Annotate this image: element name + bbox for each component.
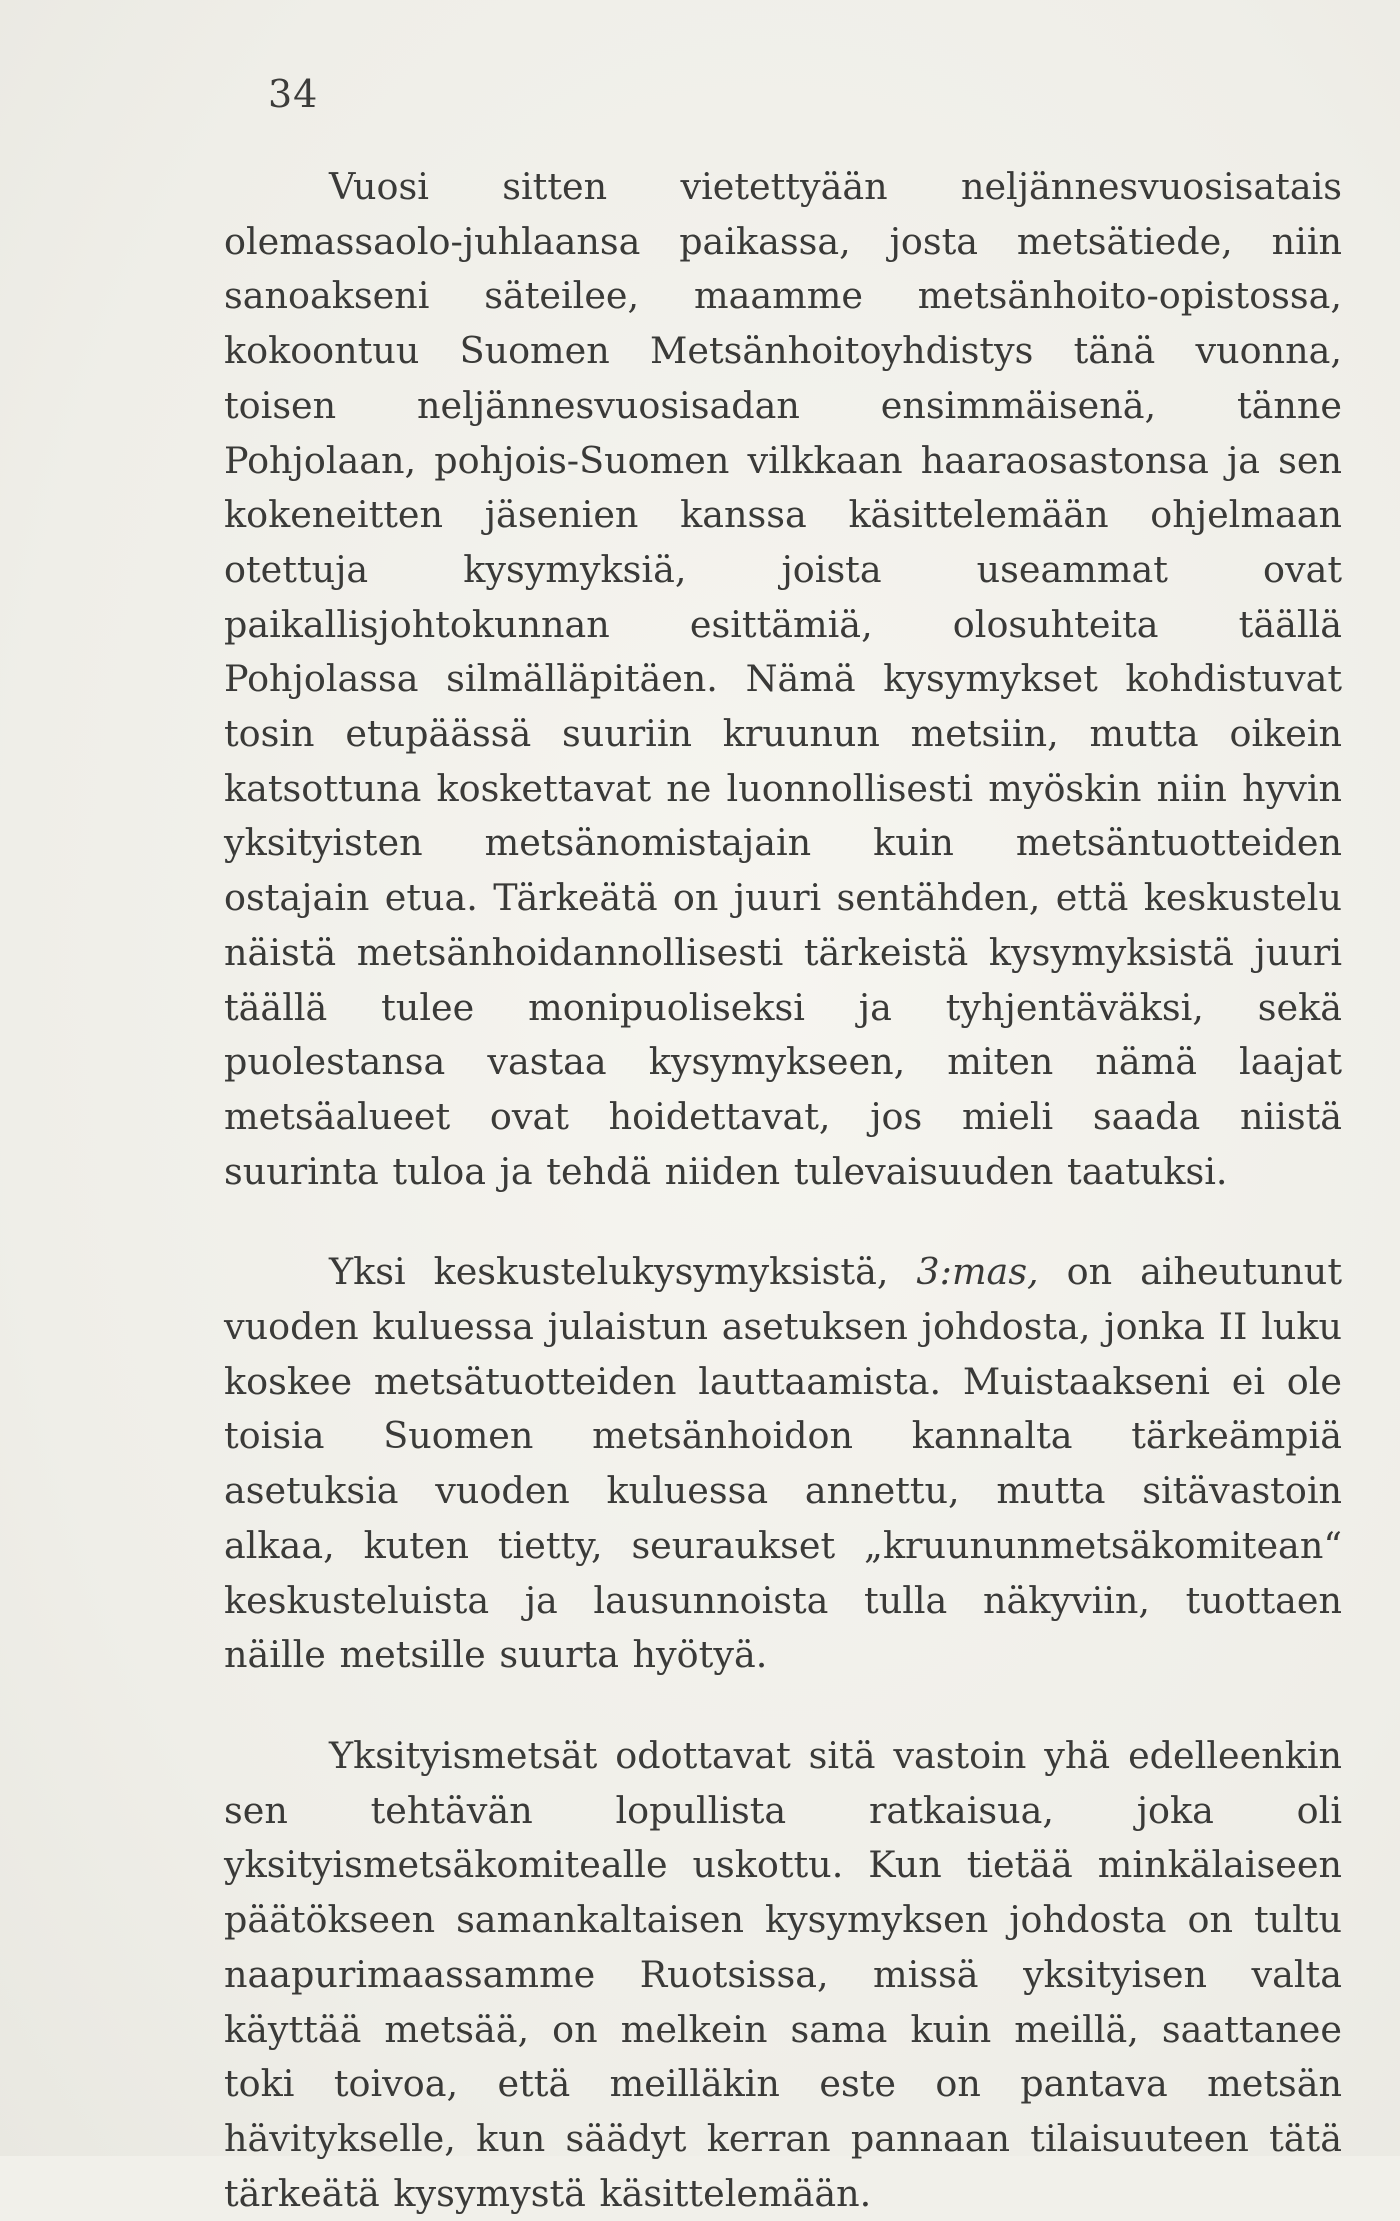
paragraph-1: Vuosi sitten vietettyään neljännesvuosisatais olemassaolo-juhlaansa paikassa, josta metsätiede, niin sanoakseni säteilee, maamme metsänhoito-opistossa, kokoontuu Suomen Metsänhoitoyhdistys tänä vuonna, toisen neljännesvuosisadan ensimmäisenä, tänne Pohjolaan, pohjois-Suomen vilkkaan haaraosastonsa ja sen kokeneitten jäsenien kanssa käsittelemään ohjelmaan otettuja kysymyksiä, joista useammat ovat paikallisjohtokunnan esittämiä, olosuhteita täällä Pohjolassa silmälläpitäen. Nämä kysymykset kohdistuvat tosin etupäässä suuriin kruunun metsiin, mutta oikein katsottuna koskettavat ne luonnollisesti myöskin niin hyvin yksityisten metsänomistajain kuin metsäntuotteiden ostajain etua. Tärkeätä on juuri sentähden, että keskustelu näistä metsänhoidannollisesti tärkeistä kysymyksistä juuri täällä tulee monipuoliseksi ja tyhjentäväksi, sekä puolestansa vastaa kysymykseen, miten nämä laajat metsäalueet ovat hoidettavat, jos mieli saada niistä suurinta tuloa ja tehdä niiden tulevaisuuden taatuksi.	[224, 165, 1342, 1193]
body-text	[224, 160, 1342, 2221]
paragraph-2	[224, 1245, 1342, 1683]
paragraph-3: Yksityismetsät odottavat sitä vastoin yhä edelleenkin sen tehtävän lopullista ratkaisua, joka oli yksityismetsäkomitealle uskottu. Kun tietää minkälaiseen päätökseen samankaltaisen kysymyksen johdosta on tultu naapurimaassamme Ruotsissa, missä yksityisen valta käyttää metsää, on melkein sama kuin meillä, saattanee toki toivoa, että meilläkin este on pantava metsän hävitykselle, kun säädyt kerran pannaan tilaisuuteen tätä tärkeätä kysymystä käsittelemään.	[224, 1733, 1342, 2215]
paragraph-2-text-after: on aiheutunut vuoden kuluessa julaistun asetuksen johdosta, jonka II luku koskee metsätuotteiden lauttaamista. Muistaakseni ei ole toisia Suomen metsänhoidon kannalta tärkeämpiä asetuksia vuoden kuluessa annettu, mutta sitävastoin alkaa, kuten tietty, seuraukset „kruununmetsäkomitean“ keskusteluista ja lausunnoista tulla näkyviin, tuottaen näille metsille suurta hyötyä.	[224, 1250, 1342, 1677]
paragraph-2-emphasis: 3:mas,	[916, 1250, 1039, 1294]
paragraph-2-text-before: Yksi keskustelukysymyksistä,	[329, 1250, 917, 1294]
page-number: 34	[268, 72, 319, 116]
